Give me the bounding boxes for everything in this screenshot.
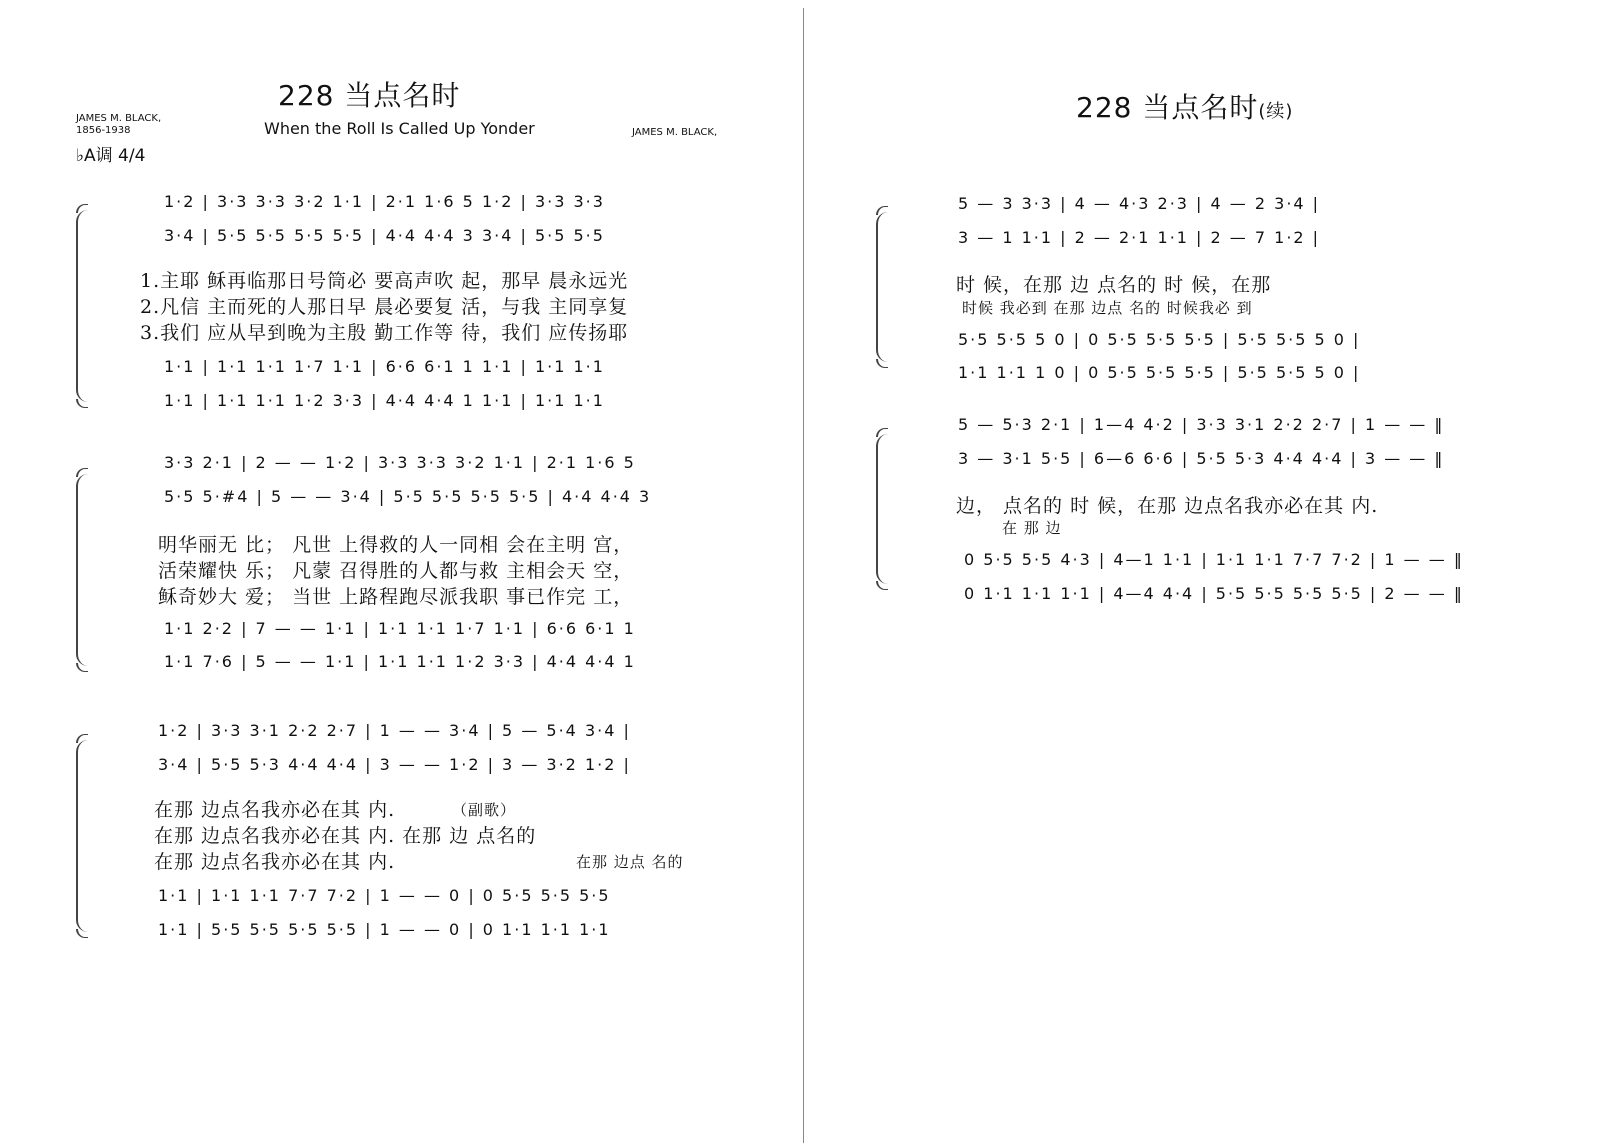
composer-years: 1856-1938 — [76, 125, 131, 136]
lyric-line: 时候 我必到 在那 边点 名的 时候我必 到 — [962, 299, 1253, 317]
notation-line: 1·1 | 1·1 1·1 1·7 1·1 | 6·6 6·1 1 1·1 | 1·1 1·1 — [164, 357, 605, 376]
system-brace — [76, 740, 90, 932]
notation-line: 5·5 5·#4 | 5 — — 3·4 | 5·5 5·5 5·5 5·5 | 4·4 4·4 3 — [164, 487, 652, 506]
page-divider — [803, 8, 804, 1143]
notation-line: 1·2 | 3·3 3·3 3·2 1·1 | 2·1 1·6 5 1·2 | 3·3 3·3 — [164, 192, 605, 211]
notation-line: 1·1 | 5·5 5·5 5·5 5·5 | 1 — — 0 | 0 1·1 1·1 1·1 — [158, 920, 611, 939]
notation-line: 1·1 7·6 | 5 — — 1·1 | 1·1 1·1 1·2 3·3 | 4·4 4·4 1 — [164, 652, 636, 671]
notation-line: 1·1 | 1·1 1·1 7·7 7·2 | 1 — — 0 | 0 5·5 5·5 5·5 — [158, 886, 611, 905]
lyric-line: 在那 边点名我亦必在其 内. 在那 边 点名的 — [154, 825, 537, 847]
notation-line: 5·5 5·5 5 0 | 0 5·5 5·5 5·5 | 5·5 5·5 5 0 | — [958, 330, 1361, 349]
notation-line: 3 — 1 1·1 | 2 — 2·1 1·1 | 2 — 7 1·2 | — [958, 228, 1321, 247]
author-credit: JAMES M. BLACK, — [632, 127, 718, 138]
lyric-line: 2.凡信 主而死的人那日早 晨必要复 活，与我 主同享复 — [140, 296, 629, 318]
english-subtitle: When the Roll Is Called Up Yonder — [264, 119, 535, 138]
notation-line: 1·2 | 3·3 3·1 2·2 2·7 | 1 — — 3·4 | 5 — 5·4 3·4 | — [158, 721, 631, 740]
notation-line: 1·1 2·2 | 7 — — 1·1 | 1·1 1·1 1·7 1·1 | 6·6 6·1 1 — [164, 619, 636, 638]
lyric-line: 时 候，在那 边 点名的 时 候，在那 — [956, 274, 1272, 296]
key-signature: ♭A调 4/4 — [76, 146, 146, 166]
notation-line: 3·4 | 5·5 5·3 4·4 4·4 | 3 — — 1·2 | 3 — 3·2 1·2 | — [158, 755, 631, 774]
notation-line: 1·1 | 1·1 1·1 1·2 3·3 | 4·4 4·4 1 1·1 | 1·1 1·1 — [164, 391, 605, 410]
refrain-label: （副歌） — [452, 801, 517, 819]
system-brace — [876, 434, 890, 584]
lyric-line: 活荣耀快 乐； 凡蒙 召得胜的人都与救 主相会天 空， — [158, 560, 634, 582]
page-title: 228 当点名时 — [278, 79, 461, 112]
notation-line: 3·4 | 5·5 5·5 5·5 5·5 | 4·4 4·4 3 3·4 | 5·5 5·5 — [164, 226, 605, 245]
lyric-line: 1.主耶 稣再临那日号筒必 要高声吹 起，那早 晨永远光 — [140, 270, 629, 292]
notation-line: 0 1·1 1·1 1·1 | 4—4 4·4 | 5·5 5·5 5·5 5·5 | 2 — — ‖ — [964, 584, 1464, 603]
system-brace — [76, 474, 90, 666]
composer-name: JAMES M. BLACK, — [76, 113, 162, 124]
lyric-line: 在那 边点名我亦必在其 内. — [154, 851, 396, 873]
lyric-line: 3.我们 应从早到晚为主殷 勤工作等 待，我们 应传扬耶 — [140, 322, 629, 344]
notation-line: 5 — 5·3 2·1 | 1—4 4·2 | 3·3 3·1 2·2 2·7 | 1 — — ‖ — [958, 415, 1445, 434]
notation-line: 0 5·5 5·5 4·3 | 4—1 1·1 | 1·1 1·1 7·7 7·2 | 1 — — ‖ — [964, 550, 1464, 569]
lyric-line: 在那 边点 名的 — [576, 853, 684, 871]
lyric-line: 在那 边点名我亦必在其 内. — [154, 799, 396, 821]
system-brace — [876, 212, 890, 362]
notation-line: 3 — 3·1 5·5 | 6—6 6·6 | 5·5 5·3 4·4 4·4 | 3 — — ‖ — [958, 449, 1445, 468]
page-title — [1076, 86, 1293, 126]
lyric-line: 在 那 边 — [1002, 519, 1062, 537]
lyric-line: 明华丽无 比； 凡世 上得救的人一同相 会在主明 宫， — [158, 534, 634, 556]
lyric-line: 稣奇妙大 爱； 当世 上路程跑尽派我职 事已作完 工， — [158, 586, 634, 608]
notation-line: 5 — 3 3·3 | 4 — 4·3 2·3 | 4 — 2 3·4 | — [958, 194, 1321, 213]
notation-line: 1·1 1·1 1 0 | 0 5·5 5·5 5·5 | 5·5 5·5 5 0 | — [958, 363, 1361, 382]
system-brace — [76, 210, 90, 402]
title-suffix: (续) — [1258, 101, 1294, 122]
title-text: 228 当点名时 — [1076, 91, 1259, 124]
notation-line: 3·3 2·1 | 2 — — 1·2 | 3·3 3·3 3·2 1·1 | 2·1 1·6 5 — [164, 453, 636, 472]
lyric-line: 边， 点名的 时 候，在那 边点名我亦必在其 内. — [956, 495, 1379, 517]
